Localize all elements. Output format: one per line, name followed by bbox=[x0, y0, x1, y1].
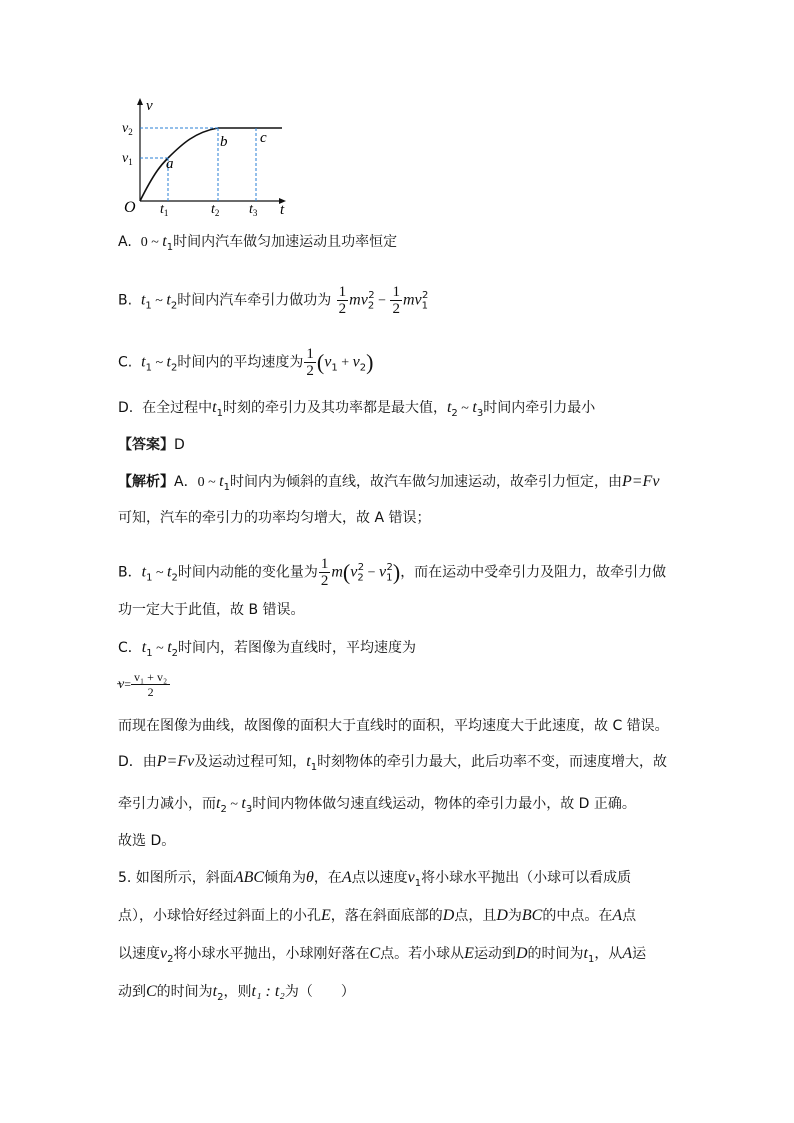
analysis-c-line1: C．$t_1$ ~ $t_2$时间内，若图像为直线时，平均速度为 bbox=[118, 639, 417, 659]
question-5-line1: 5. 如图所示，斜面ABC倾角为θ，在A点以速度$v_1$将小球水平抛出（小球可以看成质 bbox=[118, 869, 632, 889]
y-axis-label: v bbox=[146, 98, 153, 114]
t1-label: $t_1$ bbox=[160, 202, 169, 216]
half-fraction-1: $\frac{1}{2}$ bbox=[338, 284, 347, 317]
analysis-c-formula: v= $\frac{\text{v₁ + v₂}}{2}$ bbox=[118, 670, 170, 699]
option-c: C. $t_1$ ~ $t_2$时间内的平均速度为 $\frac{1}{2}$ $(v_1 + v_2)$ bbox=[118, 346, 374, 379]
option-a: A. 0 ~ $t_1$时间内汽车做匀加速运动且功率恒定 bbox=[118, 233, 398, 253]
analysis-a-line1: 【解析】A．0 ~ $t_1$时间内为倾斜的直线，故汽车做匀加速运动，故牵引力恒定，由P=Fv bbox=[118, 473, 660, 493]
question-5-line3: 以速度$v_2$将小球水平抛出，小球刚好落在C点。若小球从E运动到D的时间为$t_1$，从A运 bbox=[118, 945, 647, 965]
point-a-label: a bbox=[166, 156, 174, 172]
velocity-time-graph bbox=[110, 96, 300, 216]
half-fraction-3: $\frac{1}{2}$ bbox=[306, 346, 314, 379]
t2-label: $t_2$ bbox=[211, 202, 220, 216]
question-5-line4: 动到C的时间为$t_2$，则t₁ : t₂为（ ） bbox=[118, 983, 355, 1003]
v1-label: $v_1$ bbox=[122, 151, 133, 167]
x-axis-label: t bbox=[280, 202, 285, 216]
analysis-d-line2: 牵引力减小，而$t_2$ ~ $t_3$时间内物体做匀速直线运动，物体的牵引力最小，故 D 正确。 bbox=[118, 795, 636, 815]
analysis-b-line1: B．$t_1$ ~ $t_2$时间内动能的变化量为 $\frac{1}{2}$ $m(v_2^2 - v_1^2)$，而在运动中受牵引力及阻力，故牵引力做 bbox=[118, 556, 667, 589]
option-d: D. 在全过程中$t_1$时刻的牵引力及其功率都是最大值，$t_2$ ~ $t_3$时间内牵引力最小 bbox=[118, 399, 596, 419]
origin-label: O bbox=[124, 199, 136, 216]
analysis-conclusion: 故选 D。 bbox=[118, 833, 176, 849]
point-c-label: c bbox=[260, 130, 267, 146]
half-fraction-2: $\frac{1}{2}$ bbox=[392, 284, 400, 317]
point-b-label: b bbox=[220, 134, 228, 150]
y-axis-arrow bbox=[137, 98, 143, 105]
analysis-d-line1: D．由P=Fv及运动过程可知，$t_1$时刻物体的牵引力最大，此后功率不变，而速度增大，故 bbox=[118, 753, 668, 773]
option-b: B. $t_1$ ~ $t_2$时间内汽车牵引力做功为 $\frac{1}{2}$ $mv_2^2$ − $\frac{1}{2}$ $mv_1^2$ bbox=[118, 284, 429, 317]
t3-label: $t_3$ bbox=[249, 202, 258, 216]
analysis-b-line2: 功一定大于此值，故 B 错误。 bbox=[118, 602, 305, 618]
v2-label: $v_2$ bbox=[122, 121, 133, 137]
answer-line: 【答案】D bbox=[118, 437, 185, 453]
analysis-c-line3: 而现在图像为曲线，故图像的面积大于直线时的面积，平均速度大于此速度，故 C 错误。 bbox=[118, 718, 669, 734]
question-5-line2: 点），小球恰好经过斜面上的小孔E，落在斜面底部的D点，且D为BC的中点。在A点 bbox=[118, 907, 637, 924]
analysis-a-line2: 可知，汽车的牵引力的功率均匀增大，故 A 错误； bbox=[118, 510, 431, 526]
